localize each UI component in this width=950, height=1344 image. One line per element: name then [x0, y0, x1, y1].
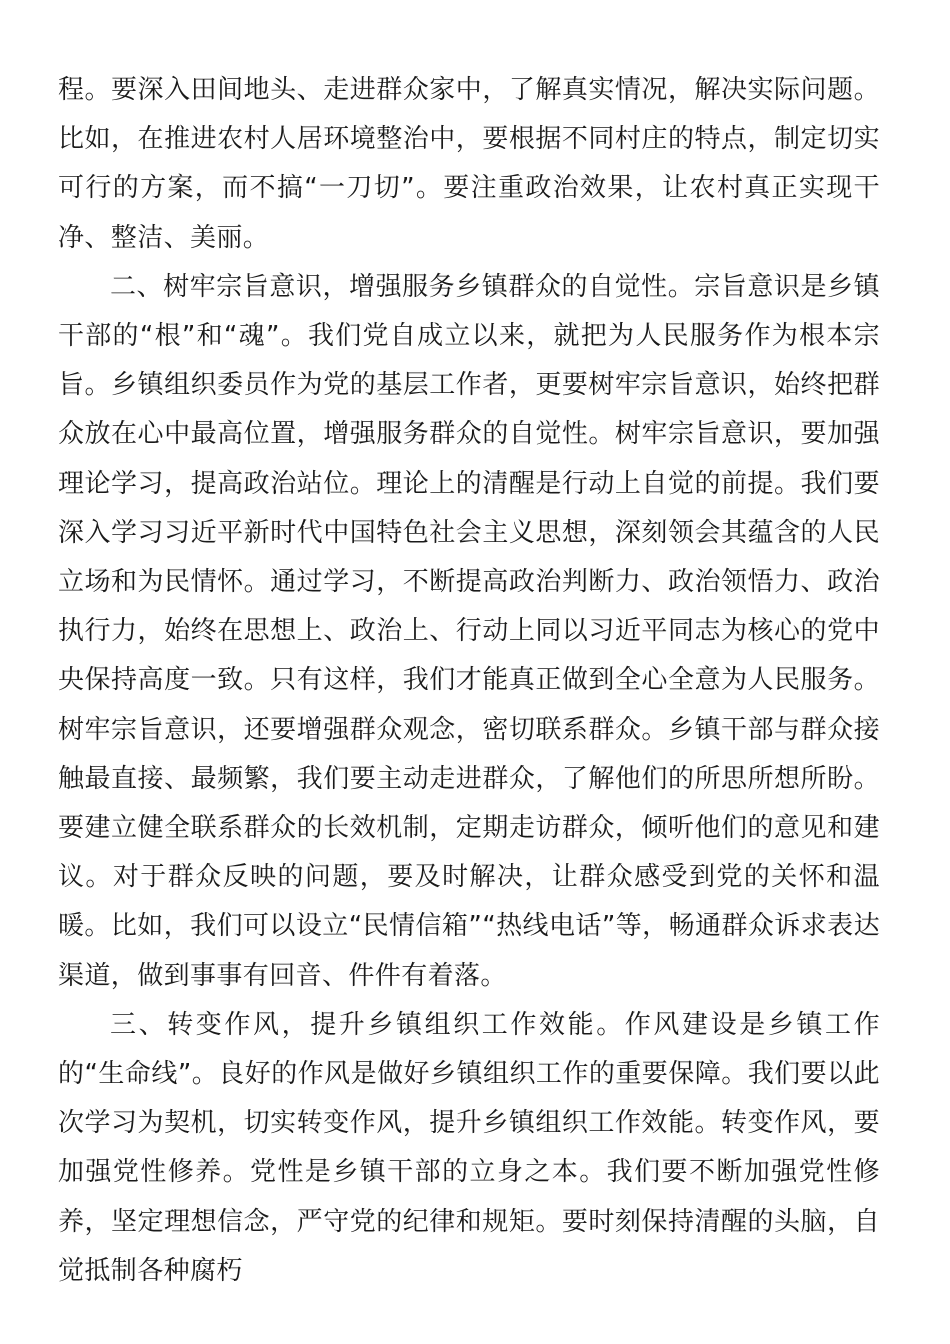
paragraph-section-three: 三、转变作风，提升乡镇组织工作效能。作风建设是乡镇工作的“生命线”。良好的作风是做好乡镇组织工作的重要保障。我们要以此次学习为契机，切实转变作风，提升乡镇组织工作效能。转变作风，要加强党性修养。党性是乡镇干部的立身之本。我们要不断加强党性修养，坚定理想信念，严守党的纪律和规矩。要时刻保持清醒的头脑，自觉抵制各种腐朽 — [58, 1009, 880, 1286]
paragraph-continuation: 程。要深入田间地头、走进群众家中，了解真实情况，解决实际问题。比如，在推进农村人居环境整治中，要根据不同村庄的特点，制定切实可行的方案，而不搞“一刀切”。要注重政治效果，让农村真正实现干净、整洁、美丽。 — [58, 75, 880, 253]
paragraph-section-two: 二、树牢宗旨意识，增强服务乡镇群众的自觉性。宗旨意识是乡镇干部的“根”和“魂”。我们党自成立以来，就把为人民服务作为根本宗旨。乡镇组织委员作为党的基层工作者，更要树牢宗旨意识，始终把群众放在心中最高位置，增强服务群众的自觉性。树牢宗旨意识，要加强理论学习，提高政治站位。理论上的清醒是行动上自觉的前提。我们要深入学习习近平新时代中国特色社会主义思想，深刻领会其蕴含的人民立场和为民情怀。通过学习，不断提高政治判断力、政治领悟力、政治执行力，始终在思想上、政治上、行动上同以习近平同志为核心的党中央保持高度一致。只有这样，我们才能真正做到全心全意为人民服务。树牢宗旨意识，还要增强群众观念，密切联系群众。乡镇干部与群众接触最直接、最频繁，我们要主动走进群众，了解他们的所思所想所盼。要建立健全联系群众的长效机制，定期走访群众，倾听他们的意见和建议。对于群众反映的问题，要及时解决，让群众感受到党的关怀和温暖。比如，我们可以设立“民情信箱”“热线电话”等，畅通群众诉求表达渠道，做到事事有回音、件件有着落。 — [58, 271, 880, 991]
document-page — [58, 66, 880, 1296]
